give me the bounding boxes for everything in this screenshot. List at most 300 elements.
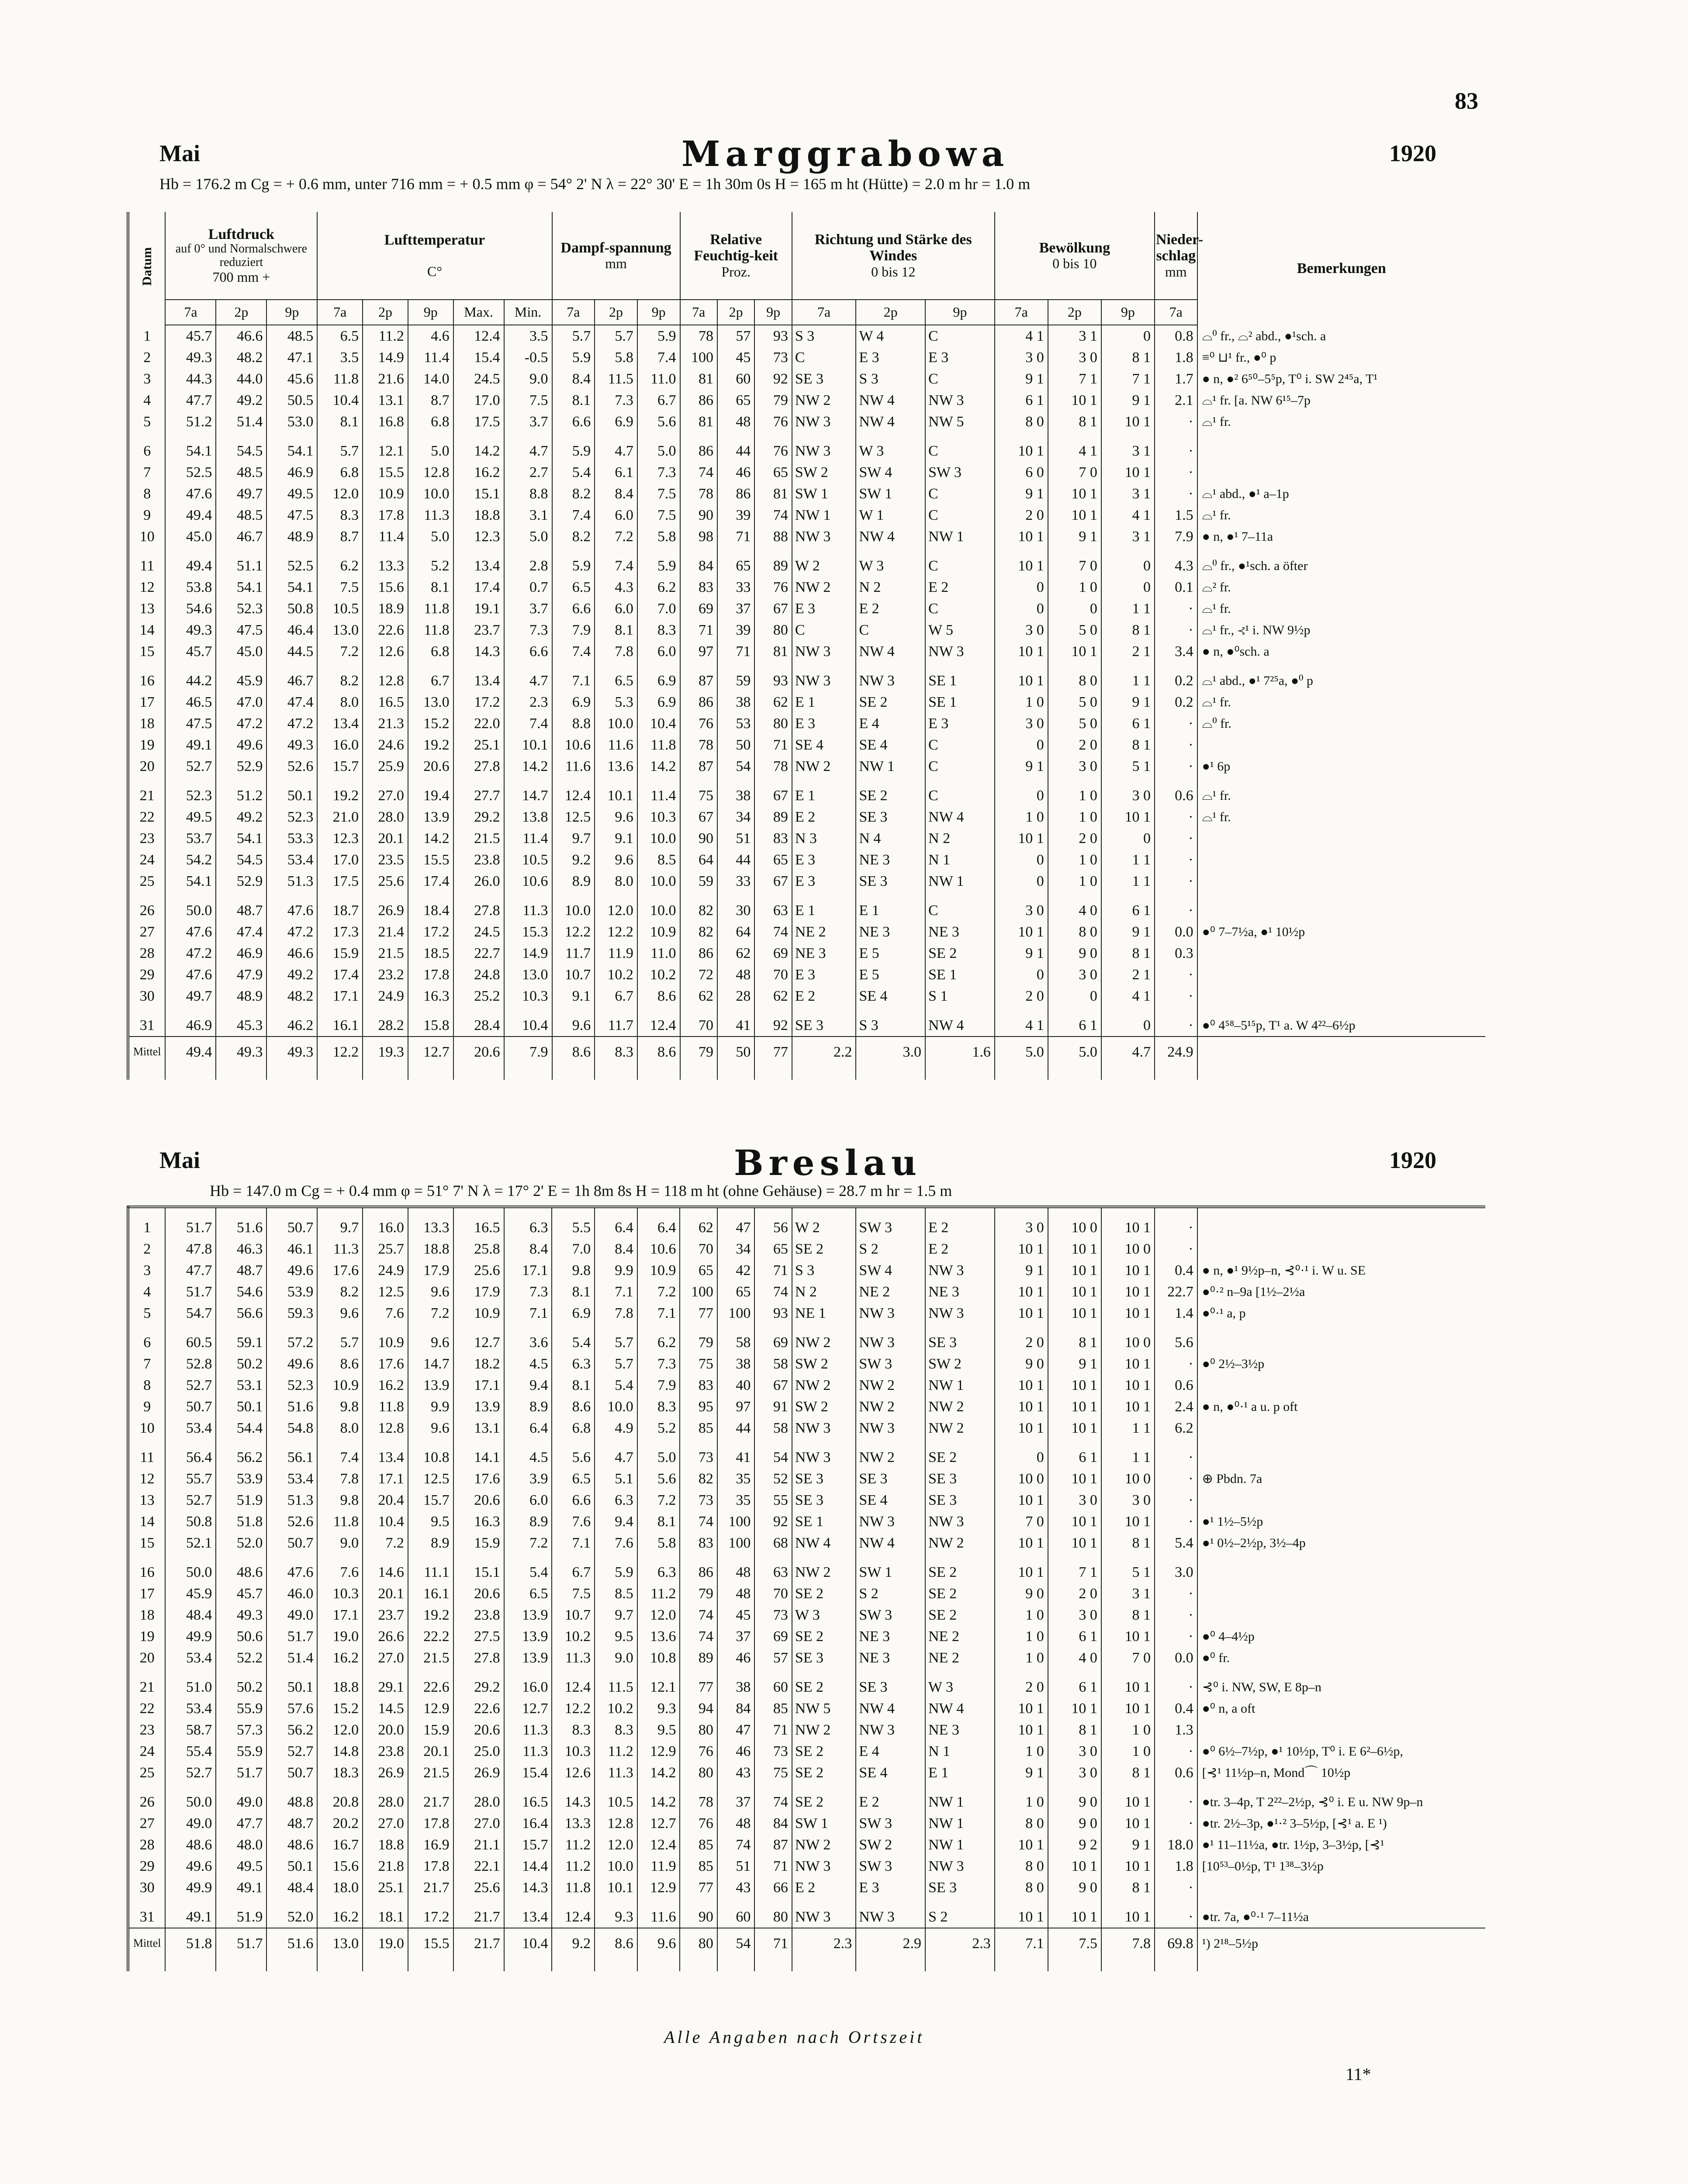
vapor-7a: 9.2 [552,849,595,871]
temp-max: 27.5 [453,1626,504,1647]
wind-9p: NW 2 [925,1532,995,1554]
wind-7a: NW 2 [792,1719,856,1741]
temp-9p: 18.5 [408,943,453,964]
humidity-7a: 76 [680,713,717,734]
humidity-2p: 51 [717,1856,754,1877]
precipitation: · [1155,1007,1197,1037]
humidity-7a: 80 [680,1719,717,1741]
station-meta: Hb = 176.2 m Cg = + 0.6 mm, unter 716 mm = + 0.5 mm φ = 54° 2' N λ = 22° 30' E = 1h 30m 0s H = 165 m ht (Hütte) = 2.0 m hr = 1.0 m [159,175,1031,193]
day-cell: 24 [128,1741,165,1762]
temp-7a: 16.7 [317,1834,363,1856]
wind-9p: NW 4 [925,806,995,828]
vapor-7a: 7.0 [552,1238,595,1260]
wind-7a: E 2 [792,1877,856,1898]
pressure-9p: 59.3 [266,1303,317,1324]
humidity-7a: 97 [680,641,717,662]
wind-7a: SW 2 [792,462,856,483]
table-row [128,483,1485,505]
remarks [1197,734,1485,756]
cloud-2p: 5 0 [1048,713,1101,734]
vapor-7a: 11.2 [552,1834,595,1856]
temp-min: 8.9 [504,1511,552,1532]
cloud-2p: 6 1 [1048,1007,1101,1037]
humidity-9p: 76 [754,577,792,598]
cloud-2p: 10 0 [1048,1217,1101,1238]
day-cell: 23 [128,828,165,849]
vapor-7a: 13.3 [552,1813,595,1834]
temp-max: 29.2 [453,806,504,828]
signature-mark: 11* [1346,2064,1371,2084]
vapor-9p: 5.2 [637,1417,680,1439]
temp-7a: 11.8 [317,1511,363,1532]
cloud-7a: 10 1 [995,432,1048,462]
wind-7a: NW 3 [792,1898,856,1928]
temp-7a: 9.0 [317,1532,363,1554]
wind-9p: NW 3 [925,1856,995,1877]
mean-value [1197,1037,1485,1080]
mean-value: 7.9 [504,1037,552,1080]
humidity-9p: 74 [754,921,792,943]
humidity-2p: 64 [717,921,754,943]
vapor-7a: 9.1 [552,985,595,1007]
wind-2p: E 5 [856,943,925,964]
precipitation: · [1155,713,1197,734]
wind-2p: NW 2 [856,1396,925,1417]
humidity-7a: 65 [680,1260,717,1281]
cloud-2p: 5 0 [1048,619,1101,641]
datum-label: Datum [140,247,155,286]
vapor-7a: 12.2 [552,1698,595,1719]
temp-9p: 15.9 [408,1719,453,1741]
table-row [128,1375,1485,1396]
humidity-7a: 95 [680,1396,717,1417]
temp-9p: 15.5 [408,849,453,871]
humidity-7a: 74 [680,1511,717,1532]
remarks: ●⁰·¹ a, p [1197,1303,1485,1324]
pressure-9p: 54.1 [266,577,317,598]
precipitation: 0.2 [1155,691,1197,713]
cloud-7a: 10 1 [995,526,1048,547]
temp-2p: 16.5 [363,691,408,713]
wind-9p: NW 4 [925,1007,995,1037]
temp-max: 25.8 [453,1238,504,1260]
table-row [128,1511,1485,1532]
wind-7a: NW 3 [792,662,856,691]
precipitation: 3.0 [1155,1554,1197,1583]
temp-7a: 8.2 [317,1281,363,1303]
vapor-7a: 6.9 [552,691,595,713]
remarks: [10⁵³–0½p, T¹ 1³⁸–3½p [1197,1856,1485,1877]
cloud-9p: 10 1 [1101,1396,1155,1417]
vapor-2p: 10.0 [595,1396,637,1417]
wind-2p: S 3 [856,1007,925,1037]
vapor-7a: 10.7 [552,964,595,985]
remarks [1197,1439,1485,1468]
cloud-7a: 0 [995,598,1048,619]
pressure-7a: 52.1 [165,1532,216,1554]
precipitation: · [1155,411,1197,432]
temp-7a: 15.2 [317,1698,363,1719]
cloud-7a: 3 0 [995,1217,1048,1238]
table-row [128,1898,1485,1928]
temp-min: 13.9 [504,1604,552,1626]
temp-9p: 13.9 [408,1375,453,1396]
cloud-2p: 10 1 [1048,1532,1101,1554]
temp-7a: 17.4 [317,964,363,985]
pressure-9p: 49.5 [266,483,317,505]
temp-9p: 4.6 [408,325,453,347]
humidity-2p: 37 [717,598,754,619]
cloud-7a: 10 1 [995,1489,1048,1511]
cloud-7a: 3 0 [995,892,1048,921]
cloud-9p: 1 0 [1101,1719,1155,1741]
temp-2p: 14.5 [363,1698,408,1719]
temp-max: 17.6 [453,1468,504,1489]
table-row [128,411,1485,432]
wind-7a: SW 2 [792,1396,856,1417]
table-row [128,1007,1485,1037]
cloud-2p: 3 0 [1048,756,1101,777]
vapor-2p: 9.9 [595,1260,637,1281]
temp-2p: 18.9 [363,598,408,619]
wind-9p: C [925,777,995,806]
mean-value: 2.9 [856,1928,925,1971]
vapor-2p: 11.9 [595,943,637,964]
temp-2p: 18.1 [363,1898,408,1928]
wind-7a: NW 3 [792,526,856,547]
temp-2p: 11.2 [363,325,408,347]
vapor-2p: 6.9 [595,411,637,432]
wind-9p: SE 1 [925,691,995,713]
precipitation: 7.9 [1155,526,1197,547]
datum-header [128,212,165,325]
wind-9p: SE 3 [925,1324,995,1353]
table-row [128,1626,1485,1647]
vapor-9p: 7.3 [637,462,680,483]
vapor-9p: 11.6 [637,1898,680,1928]
humidity-2p: 41 [717,1007,754,1037]
pressure-2p: 57.3 [216,1719,266,1741]
vapor-9p: 8.6 [637,985,680,1007]
temp-max: 13.1 [453,1417,504,1439]
cloud-9p: 10 1 [1101,1783,1155,1813]
humidity-7a: 74 [680,462,717,483]
cloud-7a: 10 1 [995,921,1048,943]
cloud-9p: 3 0 [1101,777,1155,806]
pressure-7a: 53.4 [165,1698,216,1719]
pressure-9p: 46.9 [266,462,317,483]
wind-7a: SE 2 [792,1669,856,1698]
day-cell: 12 [128,577,165,598]
humidity-9p: 85 [754,1698,792,1719]
temp-max: 17.4 [453,577,504,598]
temp-2p: 21.4 [363,921,408,943]
humidity-7a: 84 [680,547,717,577]
vapor-9p: 10.3 [637,806,680,828]
mean-value: 80 [680,1928,717,1971]
vapor-2p: 10.0 [595,1856,637,1877]
cloud-2p: 8 0 [1048,921,1101,943]
temp-min: 6.3 [504,1217,552,1238]
pressure-7a: 49.9 [165,1877,216,1898]
temp-max: 14.3 [453,641,504,662]
table-row [128,505,1485,526]
wind-2p: NW 4 [856,641,925,662]
wind-2p: NW 4 [856,526,925,547]
temp-7a: 9.8 [317,1396,363,1417]
humidity-7a: 86 [680,943,717,964]
time-column-header: 7a [680,300,717,325]
humidity-7a: 86 [680,432,717,462]
temperature-header [317,212,552,300]
humidity-2p: 34 [717,1238,754,1260]
wind-7a: NW 2 [792,1834,856,1856]
humidity-9p: 54 [754,1439,792,1468]
precipitation: 1.3 [1155,1719,1197,1741]
time-column-header: 2p [363,300,408,325]
vapor-7a: 6.8 [552,1417,595,1439]
temp-max: 17.0 [453,390,504,411]
rule-cell [680,1207,717,1217]
precipitation: · [1155,1511,1197,1532]
cloud-2p: 9 0 [1048,943,1101,964]
cloud-7a: 0 [995,577,1048,598]
wind-7a: NW 1 [792,505,856,526]
temp-max: 28.0 [453,1783,504,1813]
humidity-9p: 73 [754,1604,792,1626]
pressure-9p: 48.6 [266,1834,317,1856]
vapor-9p: 6.4 [637,1217,680,1238]
temp-9p: 11.8 [408,598,453,619]
temp-7a: 8.6 [317,1353,363,1375]
table-row [128,1303,1485,1324]
precipitation: · [1155,1583,1197,1604]
pressure-9p: 52.5 [266,547,317,577]
wind-2p: E 2 [856,1783,925,1813]
wind-7a: SE 2 [792,1783,856,1813]
humidity-9p: 70 [754,964,792,985]
wind-9p: SE 3 [925,1877,995,1898]
vapor-7a: 7.9 [552,619,595,641]
table-row [128,368,1485,390]
wind-9p: C [925,892,995,921]
station-name: Breslau [734,1142,922,1183]
wind-9p: SW 3 [925,462,995,483]
temp-max: 23.7 [453,619,504,641]
time-column-header: Max. [453,300,504,325]
vapor-7a: 6.3 [552,1353,595,1375]
pressure-7a: 52.8 [165,1353,216,1375]
table-row [128,964,1485,985]
temp-9p: 16.1 [408,1583,453,1604]
cloud-2p: 3 0 [1048,964,1101,985]
temp-max: 23.8 [453,1604,504,1626]
vapor-7a: 8.1 [552,1281,595,1303]
table-row [128,1396,1485,1417]
humidity-9p: 74 [754,1783,792,1813]
humidity-9p: 60 [754,1669,792,1698]
pressure-2p: 47.5 [216,619,266,641]
vapor-2p: 8.3 [595,1719,637,1741]
temp-min: 4.5 [504,1439,552,1468]
pressure-7a: 47.6 [165,483,216,505]
pressure-2p: 51.9 [216,1489,266,1511]
vapor-7a: 7.6 [552,1511,595,1532]
mean-value: 9.6 [637,1928,680,1971]
temp-2p: 12.8 [363,1417,408,1439]
pressure-9p: 50.7 [266,1762,317,1783]
humidity-2p: 62 [717,943,754,964]
temp-min: 15.4 [504,1762,552,1783]
pressure-9p: 46.1 [266,1238,317,1260]
pressure-2p: 49.1 [216,1877,266,1898]
mean-value: ¹) 2¹⁸–5½p [1197,1928,1485,1971]
cloud-2p: 9 0 [1048,1813,1101,1834]
cloud-2p: 8 1 [1048,1324,1101,1353]
humidity-2p: 46 [717,1741,754,1762]
vapor-7a: 11.8 [552,1877,595,1898]
cloud-9p: 3 0 [1101,1489,1155,1511]
temp-9p: 18.4 [408,892,453,921]
temp-2p: 24.9 [363,985,408,1007]
vapor-7a: 5.9 [552,547,595,577]
temp-9p: 11.8 [408,619,453,641]
temp-max: 27.8 [453,1647,504,1669]
rule-cell [165,1207,216,1217]
pressure-9p: 52.6 [266,1511,317,1532]
temp-2p: 22.6 [363,619,408,641]
day-cell: 1 [128,1217,165,1238]
humidity-7a: 100 [680,347,717,368]
temp-2p: 10.9 [363,1324,408,1353]
temp-min: 7.3 [504,1281,552,1303]
vapor-7a: 6.6 [552,1489,595,1511]
day-cell: 19 [128,734,165,756]
temp-7a: 8.0 [317,691,363,713]
temp-max: 15.9 [453,1532,504,1554]
humidity-7a: 98 [680,526,717,547]
cloud-7a: 10 1 [995,1554,1048,1583]
humidity-7a: 90 [680,828,717,849]
temp-7a: 15.7 [317,756,363,777]
temp-7a: 8.2 [317,662,363,691]
pressure-9p: 51.3 [266,1489,317,1511]
vapor-9p: 11.4 [637,777,680,806]
humidity-2p: 48 [717,964,754,985]
wind-2p: SW 1 [856,483,925,505]
vapor-9p: 7.3 [637,1353,680,1375]
precipitation: 1.5 [1155,505,1197,526]
wind-7a: NW 4 [792,1532,856,1554]
temp-7a: 18.7 [317,892,363,921]
humidity-7a: 78 [680,1783,717,1813]
temp-min: 6.0 [504,1489,552,1511]
humidity-7a: 77 [680,1877,717,1898]
humidity-7a: 78 [680,325,717,347]
humidity-7a: 77 [680,1669,717,1698]
humidity-2p: 38 [717,691,754,713]
vapor-9p: 12.0 [637,1604,680,1626]
temp-2p: 26.6 [363,1626,408,1647]
humidity-header-line: Proz. [721,263,751,280]
table-row [128,432,1485,462]
precipitation: 22.7 [1155,1281,1197,1303]
temp-min: 3.5 [504,325,552,347]
pressure-2p: 47.9 [216,964,266,985]
humidity-9p: 58 [754,1353,792,1375]
wind-2p: S 2 [856,1238,925,1260]
temp-9p: 11.1 [408,1554,453,1583]
wind-7a: NW 2 [792,1554,856,1583]
pressure-2p: 51.9 [216,1898,266,1928]
temp-7a: 10.9 [317,1375,363,1396]
wind-2p: NW 3 [856,1898,925,1928]
humidity-9p: 75 [754,1762,792,1783]
pressure-9p: 49.6 [266,1260,317,1281]
vapor-2p: 11.7 [595,1007,637,1037]
cloud-7a: 10 1 [995,1834,1048,1856]
rule-cell [317,1207,363,1217]
day-cell: 26 [128,892,165,921]
temp-2p: 7.2 [363,1532,408,1554]
humidity-7a: 78 [680,483,717,505]
humidity-header [680,212,792,300]
humidity-2p: 45 [717,347,754,368]
vapor-9p: 12.4 [637,1834,680,1856]
vapor-9p: 12.1 [637,1669,680,1698]
temp-max: 17.2 [453,691,504,713]
mean-value: 5.0 [1048,1037,1101,1080]
cloud-9p: 9 1 [1101,691,1155,713]
pressure-9p: 48.5 [266,325,317,347]
wind-7a: N 3 [792,828,856,849]
remarks: ●⁰ 4–4½p [1197,1626,1485,1647]
mean-value: 8.6 [637,1037,680,1080]
wind-2p: SE 4 [856,985,925,1007]
vapor-2p: 11.5 [595,368,637,390]
precipitation: · [1155,1353,1197,1375]
pressure-2p: 50.1 [216,1396,266,1417]
mean-value: 51.6 [266,1928,317,1971]
temp-2p: 16.0 [363,1217,408,1238]
humidity-2p: 28 [717,985,754,1007]
cloud-2p: 1 0 [1048,806,1101,828]
pressure-7a: 49.0 [165,1813,216,1834]
wind-2p: E 3 [856,347,925,368]
temp-min: 5.4 [504,1554,552,1583]
cloud-cover-header-line: 0 bis 10 [1052,256,1097,272]
humidity-7a: 64 [680,849,717,871]
day-cell: 10 [128,526,165,547]
rule-cell [754,1207,792,1217]
humidity-9p: 56 [754,1217,792,1238]
precipitation: 1.8 [1155,1856,1197,1877]
vapor-2p: 9.5 [595,1626,637,1647]
rule-cell [453,1207,504,1217]
cloud-7a: 10 1 [995,828,1048,849]
temp-max: 12.4 [453,325,504,347]
temp-min: 17.1 [504,1260,552,1281]
temp-7a: 13.4 [317,713,363,734]
temp-min: 3.6 [504,1324,552,1353]
humidity-7a: 79 [680,1583,717,1604]
temp-min: 14.7 [504,777,552,806]
remarks [1197,1375,1485,1396]
pressure-9p: 50.7 [266,1532,317,1554]
page-number: 83 [1455,88,1478,114]
cloud-2p: 4 1 [1048,432,1101,462]
temp-9p: 21.7 [408,1877,453,1898]
